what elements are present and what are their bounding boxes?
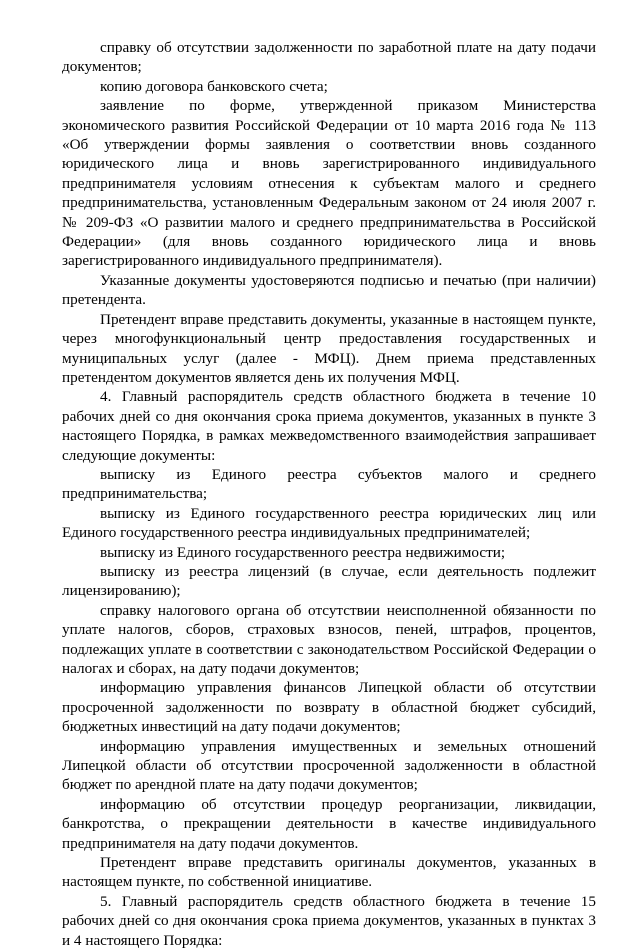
paragraph-reorganization-info: информацию об отсутствии процедур реорганизации, ликвидации, банкротства, о прекращении деятельности в качестве индивидуального предпринимателя на дату подачи документов. [62, 795, 596, 852]
paragraph-originals-own-initiative: Претендент вправе представить оригиналы документов, указанных в настоящем пункте, по собственной инициативе. [62, 854, 596, 891]
paragraph-application-form: заявление по форме, утвержденной приказом Министерства экономического развития Российской Федерации от 10 марта 2016 года № 113 «Об утверждении формы заявления о соответствии вновь созданного юридического лица и вновь зарегистрированного индивидуального предпринимателя условиям отнесения к субъектам малого и среднего предпринимательства, установленным Федеральным законом от 24 июля 2007 г. № 209-ФЗ «О развитии малого и среднего предпринимательства в Российской Федерации» (для вновь созданного юридического лица и вновь зарегистрированного индивидуального предпринимателя). [62, 97, 596, 270]
paragraph-bank-account-contract: копию договора банковского счета; [100, 77, 328, 95]
paragraph-legal-entities-registry-extract: выписку из Единого государственного реестра юридических лиц или Единого государственного реестра индивидуальных предпринимателей; [62, 504, 596, 542]
paragraph-sme-registry-extract: выписку из Единого реестра субъектов малого и среднего предпринимательства; [62, 465, 596, 503]
paragraph-tax-certificate: справку налогового органа об отсутствии неисполненной обязанности по уплате налогов, сборов, страховых взносов, пеней, штрафов, процентов, подлежащих уплате в соответствии с законодательством Российской Федерации о налогах и сборах, на дату подачи документов; [62, 601, 596, 677]
paragraph-license-registry-extract: выписку из реестра лицензий (в случае, если деятельность подлежит лицензированию); [62, 562, 596, 600]
paragraph-salary-debt-certificate: справку об отсутствии задолженности по заработной плате на дату подачи документов; [62, 39, 596, 76]
paragraph-property-relations-info: информацию управления имущественных и земельных отношений Липецкой области об отсутствии просроченной задолженности в областной бюджет по арендной плате на дату подачи документов; [62, 737, 596, 794]
paragraph-real-estate-registry-extract: выписку из Единого государственного реестра недвижимости; [100, 543, 506, 561]
document-page [62, 38, 596, 950]
paragraph-mfc-submission: Претендент вправе представить документы, указанные в настоящем пункте, через многофункциональный центр предоставления государственных и муниципальных услуг (далее - МФЦ). Днем приема представленных претендентом документов является день их получения МФЦ. [62, 310, 596, 386]
paragraph-signature-seal: Указанные документы удостоверяются подписью и печатью (при наличии) претендента. [62, 271, 596, 309]
paragraph-item-5: 5. Главный распорядитель средств областного бюджета в течение 15 рабочих дней со дня окончания срока приема документов, указанных в пунктах 3 и 4 настоящего Порядка: [62, 892, 596, 949]
paragraph-finance-department-info: информацию управления финансов Липецкой области об отсутствии просроченной задолженности по возврату в областной бюджет субсидий, бюджетных инвестиций на дату подачи документов; [62, 679, 596, 736]
paragraph-item-4: 4. Главный распорядитель средств областного бюджета в течение 10 рабочих дней со дня окончания срока приема документов, указанных в пункте 3 настоящего Порядка, в рамках межведомственного взаимодействия запрашивает следующие документы: [62, 388, 596, 464]
